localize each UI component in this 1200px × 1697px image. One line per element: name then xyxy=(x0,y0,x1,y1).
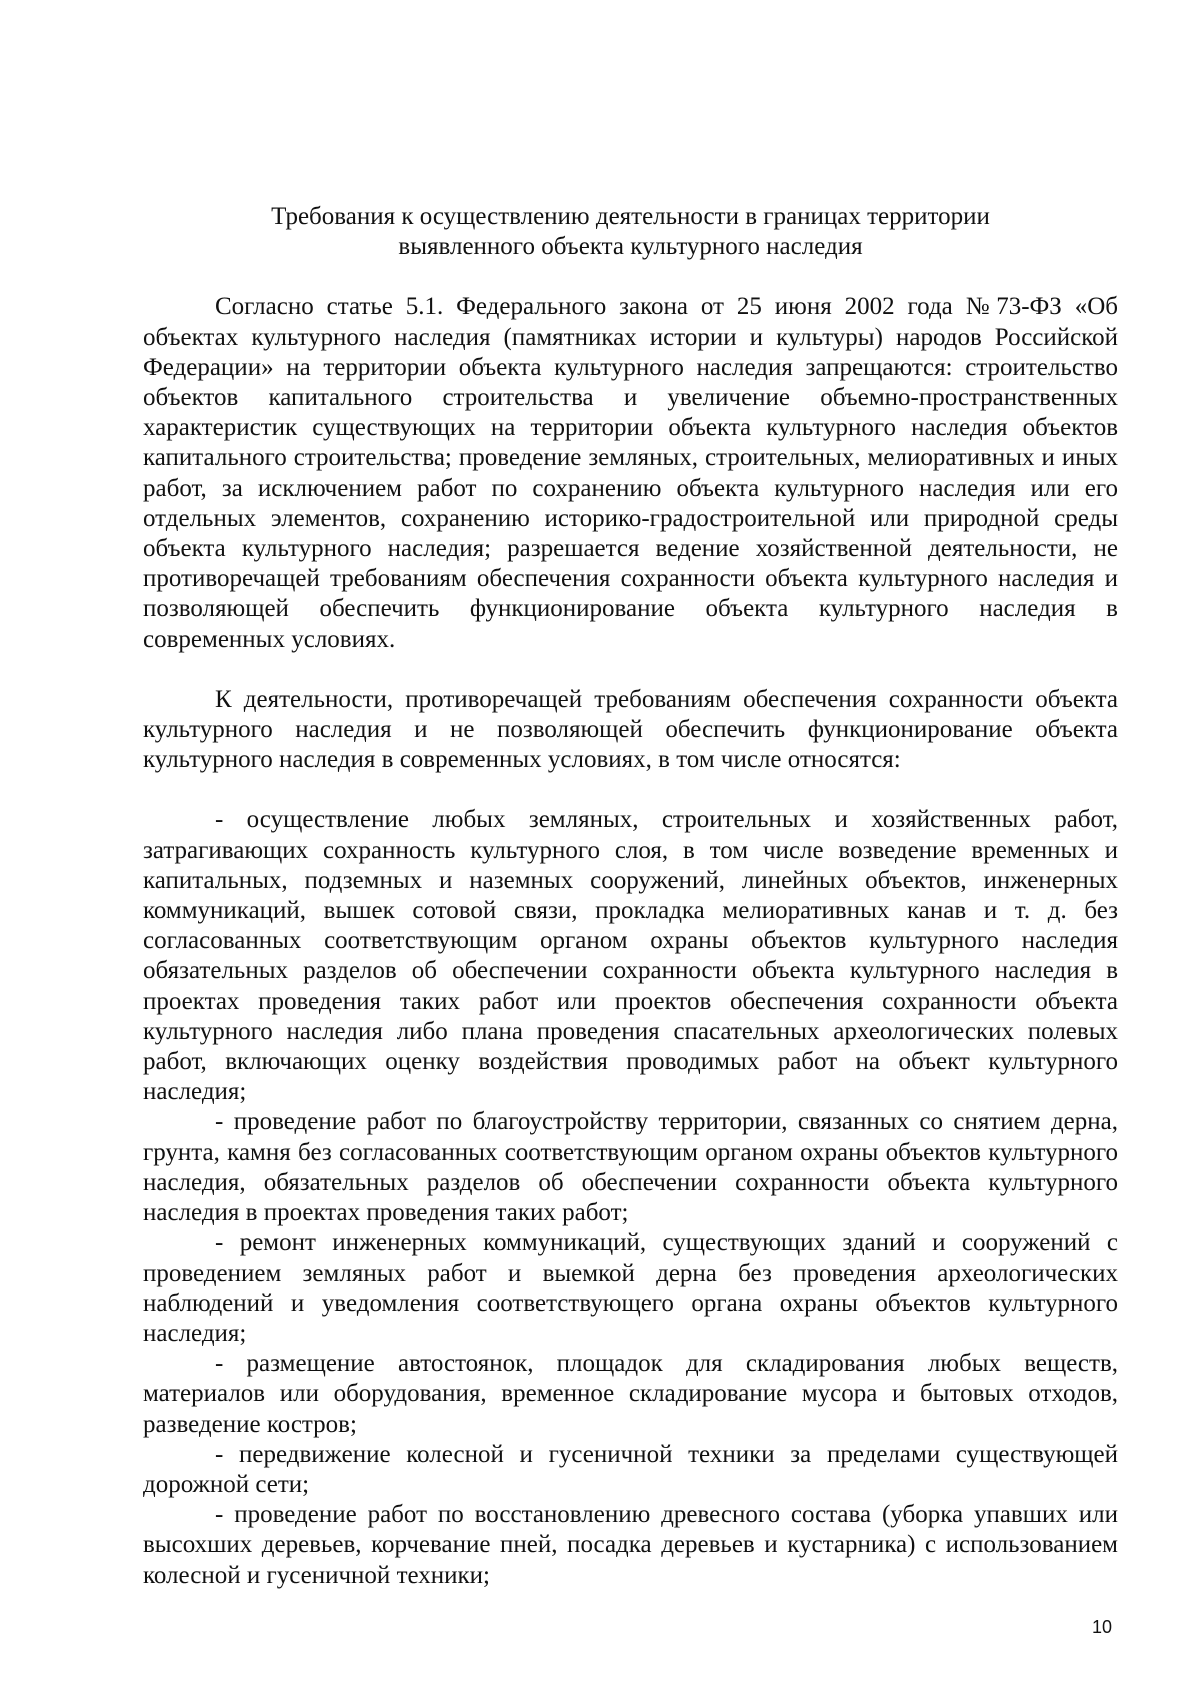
document-body xyxy=(143,202,1118,1591)
intro-paragraph: Согласно статье 5.1. Федерального закона от 25 июня 2002 года №73-ФЗ «Об объектах культурного наследия (памятниках истории и культуры) народов Российской Федерации» на территории объекта культурного наследия запрещаются: строительство объектов капитального строительства и увеличение объемно-пространственных характеристик существующих на территории объекта культурного наследия объектов капитального строительства; проведение земляных, строительных, мелиоративных и иных работ, за исключением работ по сохранению объекта культурного наследия или его отдельных элементов, сохранению историко-градостроительной или природной среды объекта культурного наследия; разрешается ведение хозяйственной деятельности, не противоречащей требованиям обеспечения сохранности объекта культурного наследия и позволяющей обеспечить функционирование объекта культурного наследия в современных условиях. xyxy=(143,293,1118,653)
document-title xyxy=(143,202,1118,262)
list-item: - проведение работ по благоустройству территории, связанных со снятием дерна, грунта, камня без согласованных соответствующим органом охраны объектов культурного наследия, обязательных разделов об обеспечении сохранности объекта культурного наследия в проектах проведения таких работ; xyxy=(143,1108,1118,1227)
list-item: - проведение работ по восстановлению древесного состава (уборка упавших или высохших деревьев, корчевание пней, посадка деревьев и кустарника) с использованием колесной и гусеничной техники; xyxy=(143,1501,1118,1589)
list-item: - передвижение колесной и гусеничной техники за пределами существующей дорожной сети; xyxy=(143,1440,1118,1498)
list-item: - размещение автостоянок, площадок для складирования любых веществ, материалов или оборудования, временное складирование мусора и бытовых отходов, разведение костров; xyxy=(143,1350,1118,1438)
page-number: 10 xyxy=(1091,1617,1112,1637)
title-line-1: Требования к осуществлению деятельности в границах территории xyxy=(271,203,990,230)
list-item: - осуществление любых земляных, строительных и хозяйственных работ, затрагивающих сохранность культурного слоя, в том числе возведение временных и капитальных, подземных и наземных сооружений, линейных объектов, инженерных коммуникаций, вышек сотовой связи, прокладка мелиоративных канав и т. д. без согласованных соответствующим органом охраны объектов культурного наследия обязательных разделов об обеспечении сохранности объекта культурного наследия в проектах проведения таких работ или проектов обеспечения сохранности объекта культурного наследия либо плана проведения спасательных археологических полевых работ, включающих оценку воздействия проводимых работ на объект культурного наследия; xyxy=(143,806,1118,1106)
lead-paragraph: К деятельности, противоречащей требованиям обеспечения сохранности объекта культурного наследия и не позволяющей обеспечить функционирование объекта культурного наследия в современных условиях, в том числе относятся: xyxy=(143,685,1118,774)
list-item: - ремонт инженерных коммуникаций, существующих зданий и сооружений с проведением земляных работ и выемкой дерна без проведения археологических наблюдений и уведомления соответствующего органа охраны объектов культурного наследия; xyxy=(143,1229,1118,1347)
title-line-2: выявленного объекта культурного наследия xyxy=(398,233,863,261)
